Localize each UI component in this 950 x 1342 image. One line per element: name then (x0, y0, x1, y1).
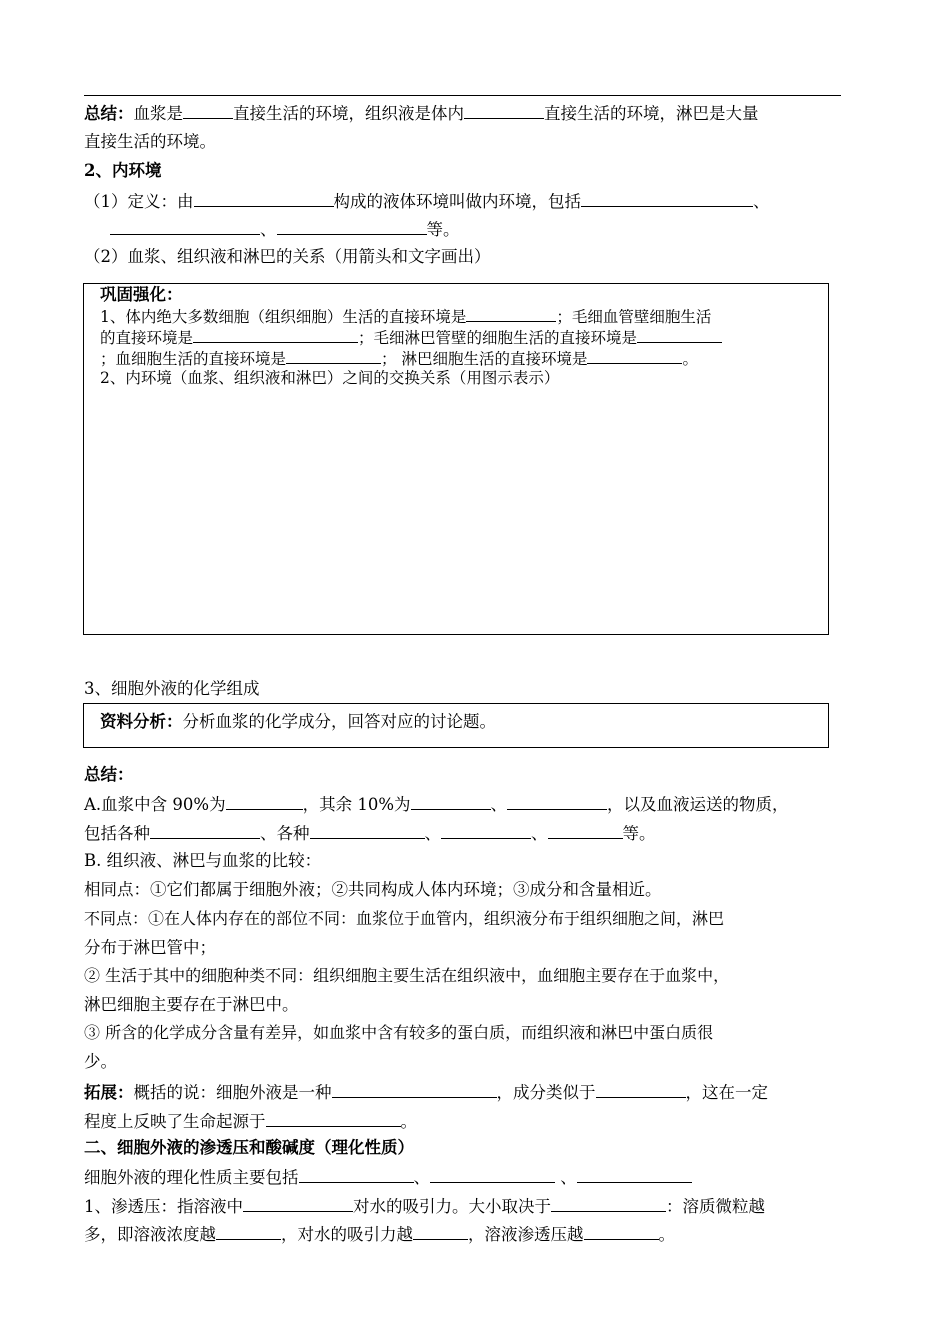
consolidation-text: ；毛细血管壁细胞生活 (556, 308, 712, 326)
part2-heading: 二、细胞外液的渗透压和酸碱度（理化性质） (84, 1138, 414, 1157)
consolidation-content (100, 284, 722, 388)
consolidation-line1 (100, 306, 722, 327)
blank[interactable] (596, 1080, 686, 1098)
blank[interactable] (286, 348, 381, 364)
osmotic-text: 多，即溶液浓度越 (84, 1225, 216, 1244)
blank[interactable] (243, 1194, 353, 1212)
definition-text: （1）定义：由 (84, 192, 194, 211)
analysis-box (83, 703, 829, 748)
blank[interactable] (551, 1194, 666, 1212)
osmotic-line1 (84, 1194, 765, 1218)
consolidation-text: 。 (682, 350, 698, 368)
blank[interactable] (332, 1080, 497, 1098)
consolidation-text: ；血细胞生活的直接环境是 (100, 350, 287, 368)
summary1-text: 直接生活的环境。 (84, 132, 216, 151)
extend-text: ，这在一定 (685, 1083, 768, 1102)
summary2-diff4: 淋巴细胞主要存在于淋巴中。 (84, 995, 299, 1014)
summary2-a-line1 (84, 792, 789, 816)
section3-heading: 3、细胞外液的化学组成 (84, 679, 260, 698)
relation-prompt: （2）血浆、组织液和淋巴的关系（用箭头和文字画出） (84, 247, 491, 266)
summary2-b: B. 组织液、淋巴与血浆的比较： (84, 851, 322, 870)
consolidation-text: ；毛细淋巴管壁的细胞生活的直接环境是 (358, 329, 638, 347)
blank[interactable] (466, 306, 556, 322)
part2-text: 、 (413, 1168, 430, 1187)
blank[interactable] (194, 189, 334, 207)
blank[interactable] (548, 821, 623, 839)
blank[interactable] (310, 821, 425, 839)
summary2-a-line2 (84, 821, 656, 845)
summary2-label: 总结： (84, 765, 134, 784)
extend-label: 拓展： (84, 1083, 134, 1102)
consolidation-line2 (100, 327, 722, 348)
summary2-text: 、 (531, 824, 548, 843)
summary2-diff5: ③ 所含的化学成分含量有差异，如血浆中含有较多的蛋白质，而组织液和淋巴中蛋白质很 (84, 1023, 714, 1042)
summary1-label: 总结： (84, 104, 134, 123)
summary2-text: 等。 (622, 824, 656, 843)
summary2-text: 、 (424, 824, 441, 843)
blank[interactable] (150, 821, 260, 839)
blank[interactable] (441, 821, 531, 839)
part2-text: 细胞外液的理化性质主要包括 (84, 1168, 299, 1187)
blank[interactable] (193, 327, 358, 343)
definition-text: 等。 (426, 220, 460, 239)
consolidation-title: 巩固强化： (100, 285, 183, 304)
blank[interactable] (581, 189, 753, 207)
part2-text: 、 (555, 1168, 577, 1187)
consolidation-box (83, 283, 829, 635)
top-rule (84, 95, 841, 96)
extend-text: 概括的说：细胞外液是一种 (133, 1083, 332, 1102)
blank[interactable] (183, 101, 233, 119)
definition-line1 (84, 189, 770, 213)
osmotic-line2 (84, 1222, 675, 1246)
section2-heading: 2、内环境 (84, 161, 162, 180)
part2-properties (84, 1165, 692, 1189)
extend-text: 。 (400, 1112, 417, 1131)
summary2-text: 、 (490, 795, 508, 814)
blank[interactable] (577, 1165, 692, 1183)
definition-text: 、 (753, 192, 770, 211)
blank[interactable] (411, 792, 491, 810)
extend-text: 程度上反映了生命起源于 (84, 1112, 266, 1131)
blank[interactable] (637, 327, 722, 343)
blank[interactable] (226, 792, 303, 810)
blank[interactable] (413, 1222, 468, 1240)
summary1-text: 血浆是 (133, 104, 183, 123)
summary1-line1 (84, 101, 759, 125)
summary2-text: 、各种 (260, 824, 310, 843)
summary2-text: ，其余 10%为 (302, 795, 411, 814)
consolidation-text: ； 淋巴细胞生活的直接环境是 (381, 350, 588, 368)
summary1-line2 (84, 131, 216, 153)
osmotic-text: 1、渗透压：指溶液中 (84, 1197, 243, 1216)
blank[interactable] (584, 1222, 659, 1240)
summary2-diff6: 少。 (84, 1052, 117, 1071)
summary1-text: 直接生活的环境，淋巴是大量 (544, 104, 759, 123)
consolidation-line4: 2、内环境（血浆、组织液和淋巴）之间的交换关系（用图示表示） (100, 369, 560, 387)
blank[interactable] (299, 1165, 414, 1183)
blank[interactable] (266, 1109, 401, 1127)
definition-line2 (110, 217, 460, 241)
analysis-label: 资料分析： (100, 712, 183, 731)
osmotic-text: 。 (658, 1225, 675, 1244)
consolidation-line3 (100, 348, 722, 369)
extend-line1 (84, 1080, 768, 1104)
summary2-text: A.血浆中含 90%为 (84, 795, 226, 814)
summary2-same: 相同点：①它们都属于细胞外液；②共同构成人体内环境；③成分和含量相近。 (84, 880, 662, 899)
analysis-text: 分析血浆的化学成分，回答对应的讨论题。 (182, 712, 496, 731)
summary1-text: 直接生活的环境，组织液是体内 (233, 104, 464, 123)
blank[interactable] (464, 101, 544, 119)
summary2-text: 包括各种 (84, 824, 150, 843)
osmotic-text: ：溶质微粒越 (666, 1197, 765, 1216)
summary2-diff2: 分布于淋巴管中； (84, 938, 216, 957)
consolidation-text: 的直接环境是 (100, 329, 194, 347)
osmotic-text: 对水的吸引力。大小取决于 (353, 1197, 551, 1216)
blank[interactable] (277, 217, 427, 235)
osmotic-text: ，对水的吸引力越 (281, 1225, 413, 1244)
blank[interactable] (430, 1165, 555, 1183)
consolidation-text: 1、体内绝大多数细胞（组织细胞）生活的直接环境是 (100, 308, 467, 326)
blank[interactable] (587, 348, 682, 364)
analysis-content (100, 711, 496, 733)
blank[interactable] (216, 1222, 281, 1240)
blank[interactable] (507, 792, 607, 810)
summary2-diff3: ② 生活于其中的细胞种类不同：组织细胞主要生活在组织液中，血细胞主要存在于血浆中， (84, 966, 730, 985)
summary2-text: ，以及血液运送的物质， (607, 795, 789, 814)
osmotic-text: ，溶液渗透压越 (468, 1225, 584, 1244)
definition-text: 构成的液体环境叫做内环境，包括 (333, 192, 581, 211)
summary2-diff1: 不同点：①在人体内存在的部位不同：血浆位于血管内，组织液分布于组织细胞之间，淋巴 (84, 909, 725, 928)
extend-line2 (84, 1109, 417, 1133)
blank[interactable] (110, 217, 260, 235)
definition-text: 、 (260, 220, 277, 239)
extend-text: ，成分类似于 (496, 1083, 596, 1102)
